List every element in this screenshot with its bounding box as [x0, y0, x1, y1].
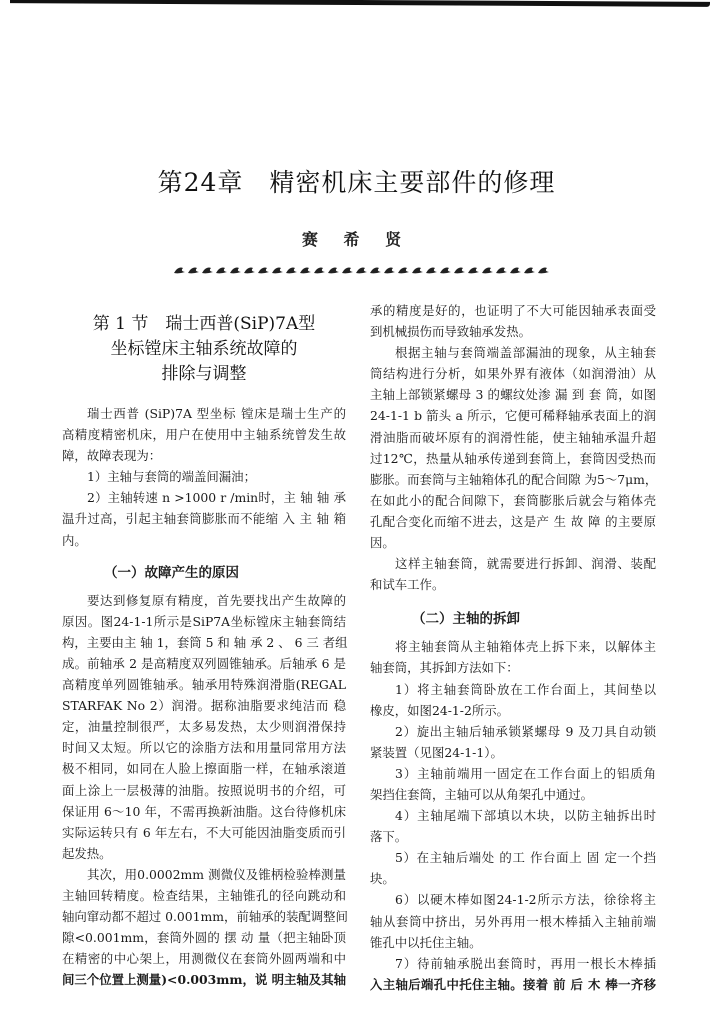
text-line: 面上涂上一层极薄的油脂。按照说明书的介绍，可 [62, 782, 346, 798]
text-line: 将主轴套筒从主轴箱体壳上拆下来，以解体主 [395, 639, 656, 655]
divider-ornament [538, 268, 549, 274]
text-line: 高精度单列圆锥轴承。轴承用特殊润滑脂(REGAL [62, 677, 346, 693]
text-line: 橡皮，如图24-1-2所示。 [370, 702, 510, 718]
divider-ornament [314, 268, 325, 274]
text-line: 块。 [370, 871, 395, 887]
text-line: 起发热。 [62, 845, 112, 861]
subheading-spindle-disassembly: （二）主轴的拆卸 [412, 611, 520, 628]
text-line: 保证用 6～10 年，不需再换新油脂。这台待修机床 [62, 803, 346, 819]
divider-ornament [482, 268, 493, 274]
text-line: 2）主轴转速 n >1000 r /min时，主 轴 轴 承 [87, 490, 346, 506]
text-line: 到机械损伤而导致轴承发热。 [370, 324, 532, 340]
section-title-line: 第 1 节 瑞士西普(SiP)7A型 [92, 314, 316, 334]
text-line: 和试车工作。 [370, 577, 445, 593]
divider-ornament [426, 268, 437, 274]
text-line: 滑油脂而破坏原有的润滑性能，使主轴轴承温升超 [370, 429, 656, 445]
text-line: 时间又太短。所以它的涂脂方法和用量同常用方法 [62, 740, 346, 756]
text-line: 承的精度是好的，也证明了不大可能因轴承表面受 [370, 303, 656, 318]
intro-paragraph [62, 403, 346, 551]
text-line: 成。前轴承 2 是高精度双列圆锥轴承。后轴承 6 是 [62, 655, 346, 671]
divider-ornament [496, 268, 507, 274]
disassembly-steps [370, 636, 656, 995]
text-line: 24-1-1 b 箭头 a 所示，它便可稀释轴承表面上的润 [370, 408, 656, 424]
divider-ornament [510, 268, 521, 274]
text-line: 紧装置（见图24-1-1）。 [370, 744, 503, 760]
divider-ornament [328, 268, 339, 274]
text-line: 1）主轴与套筒的端盖间漏油； [87, 469, 256, 485]
decorative-divider [172, 265, 550, 275]
text-line: 高精度精密机床，用户在使用中主轴系统曾发生故 [62, 427, 346, 443]
subheading-fault-cause: （一）故障产生的原因 [104, 564, 239, 581]
text-line: 构，主要由主 轴 1，套筒 5 和 轴 承 2 、 6 三 者组 [62, 634, 348, 650]
text-line: 其次，用0.0002mm 测微仪及锥柄检验棒测量 [87, 866, 346, 882]
text-line: 过12℃，热量从轴承传递到套筒上，套筒因受热而 [370, 450, 656, 466]
author-name: 赛 希 贤 [301, 230, 412, 249]
step-line: 5）在主轴后端处 的工 作台面上 固 定一个挡 [395, 850, 656, 866]
text-line: 实际运转只有 6 年左右，不大可能因油脂变质而引 [62, 824, 346, 840]
step-line: 4）主轴尾端下部填以木块，以防主轴拆出时 [395, 808, 656, 824]
divider-ornament [440, 268, 451, 274]
divider-ornament [188, 268, 199, 274]
cause-paragraph [62, 590, 346, 864]
text-line: 轴从套筒中挤出，另外再用一根木棒插入主轴前端 [370, 913, 656, 929]
divider-ornament [230, 268, 241, 274]
left-column [62, 312, 346, 990]
text-line: 因。 [370, 535, 395, 551]
text-line: 锥孔中以托住主轴。 [370, 934, 482, 950]
step-line: 1）将主轴套筒卧放在工作台面上，其间垫以 [395, 681, 656, 697]
step-line: 2）旋出主轴后轴承锁紧螺母 9 及刀具自动锁 [395, 723, 656, 739]
text-line: 在精密的中心架上，用测微仪在套筒外圆两端和中 [62, 951, 346, 967]
divider-ornament [244, 268, 255, 274]
divider-ornament [342, 268, 353, 274]
chapter-title: 第24章 精密机床主要部件的修理 [157, 168, 556, 197]
divider-ornament [454, 268, 465, 274]
text-line: 入主轴后端孔中托住主轴。接着 前 后 木 棒一齐移 [370, 976, 656, 992]
text-line: 障，故障表现为： [62, 448, 162, 464]
section-title-line: 坐标镗床主轴系统故障的 [110, 339, 298, 359]
divider-ornament [258, 268, 269, 274]
divider-ornament [202, 268, 213, 274]
divider-ornament [398, 268, 409, 274]
text-line: 温升过高，引起主轴套筒膨胀而不能缩 入 主 轴 箱 [62, 511, 346, 527]
text-line: 定，油量控制很严，太多易发热，太少则润滑保持 [62, 719, 346, 735]
text-line: 主轴回转精度。检查结果，主轴锥孔的径向跳动和 [62, 887, 346, 903]
section-title [62, 312, 346, 387]
divider-ornament [524, 268, 535, 274]
divider-ornament [286, 268, 297, 274]
divider-ornament [468, 268, 479, 274]
text-line: 在如此小的配合间隙下，套筒膨胀后就会与箱体壳 [370, 492, 656, 508]
text-line: 膨胀。而套筒与主轴箱体孔的配合间隙 为5～7μm， [370, 471, 658, 487]
continued-paragraph [370, 300, 656, 342]
text-line: 这样主轴套筒，就需要进行拆卸、润滑、装配 [395, 556, 656, 572]
text-line: 轴套筒，其拆卸方法如下： [370, 660, 519, 676]
divider-ornament [300, 268, 311, 274]
text-line: 隙<0.001mm，套筒外圆的 摆 动 量（把主轴卧顶 [62, 930, 346, 946]
divider-ornament [174, 268, 185, 274]
text-line: 孔配合变化而缩不进去，这是产 生 故 障 的主要原 [370, 513, 656, 529]
text-line: 内。 [62, 532, 87, 548]
text-line: 原因。图24-1-1所示是SiP7A坐标镗床主轴套筒结 [62, 613, 346, 629]
divider-ornament [216, 268, 227, 274]
analysis-paragraph [370, 342, 656, 553]
text-line: 主轴上部锁紧螺母 3 的螺纹处渗 漏 到 套 筒，如图 [370, 387, 656, 403]
section-title-line: 排除与调整 [161, 364, 247, 384]
divider-ornament [272, 268, 283, 274]
divider-ornament [412, 268, 423, 274]
text-line: 筒结构进行分析，如果外界有液体（如润滑油）从 [370, 366, 656, 382]
text-line: 轴向窜动都不超过 0.001mm，前轴承的装配调整间 [62, 909, 348, 925]
text-line: STARFAK No 2）润滑。据称油脂要求纯洁而 稳 [62, 698, 346, 714]
conclusion-paragraph [370, 553, 656, 595]
step-line: 3）主轴前端用一固定在工作台面上的铝质角 [395, 765, 656, 781]
measure-paragraph [62, 864, 346, 991]
text-line: 根据主轴与套筒端盖部漏油的现象，从主轴套 [395, 345, 656, 361]
step-line: 7）待前轴承脱出套筒时，再用一根长木棒插 [395, 955, 656, 971]
divider-ornament [356, 268, 367, 274]
text-line: 落下。 [370, 829, 408, 845]
step-line: 6）以硬木棒如图24-1-2所示方法，徐徐将主 [395, 892, 656, 908]
text-line: 架挡住套筒，主轴可以从角架孔中通过。 [370, 786, 594, 802]
text-line: 要达到修复原有精度，首先要找出产生故障的 [87, 592, 346, 608]
divider-ornament [384, 268, 395, 274]
divider-ornament [370, 268, 381, 274]
top-scan-border [10, 0, 710, 7]
right-column [370, 300, 656, 995]
text-line: 瑞士西普 (SiP)7A 型坐标 镗床是瑞士生产的 [87, 406, 346, 421]
text-line: 极不相同，如同在人脸上擦面脂一样，在轴承滚道 [62, 761, 346, 777]
text-line: 间三个位置上测量)<0.003mm，说 明主轴及其轴 [62, 972, 346, 988]
